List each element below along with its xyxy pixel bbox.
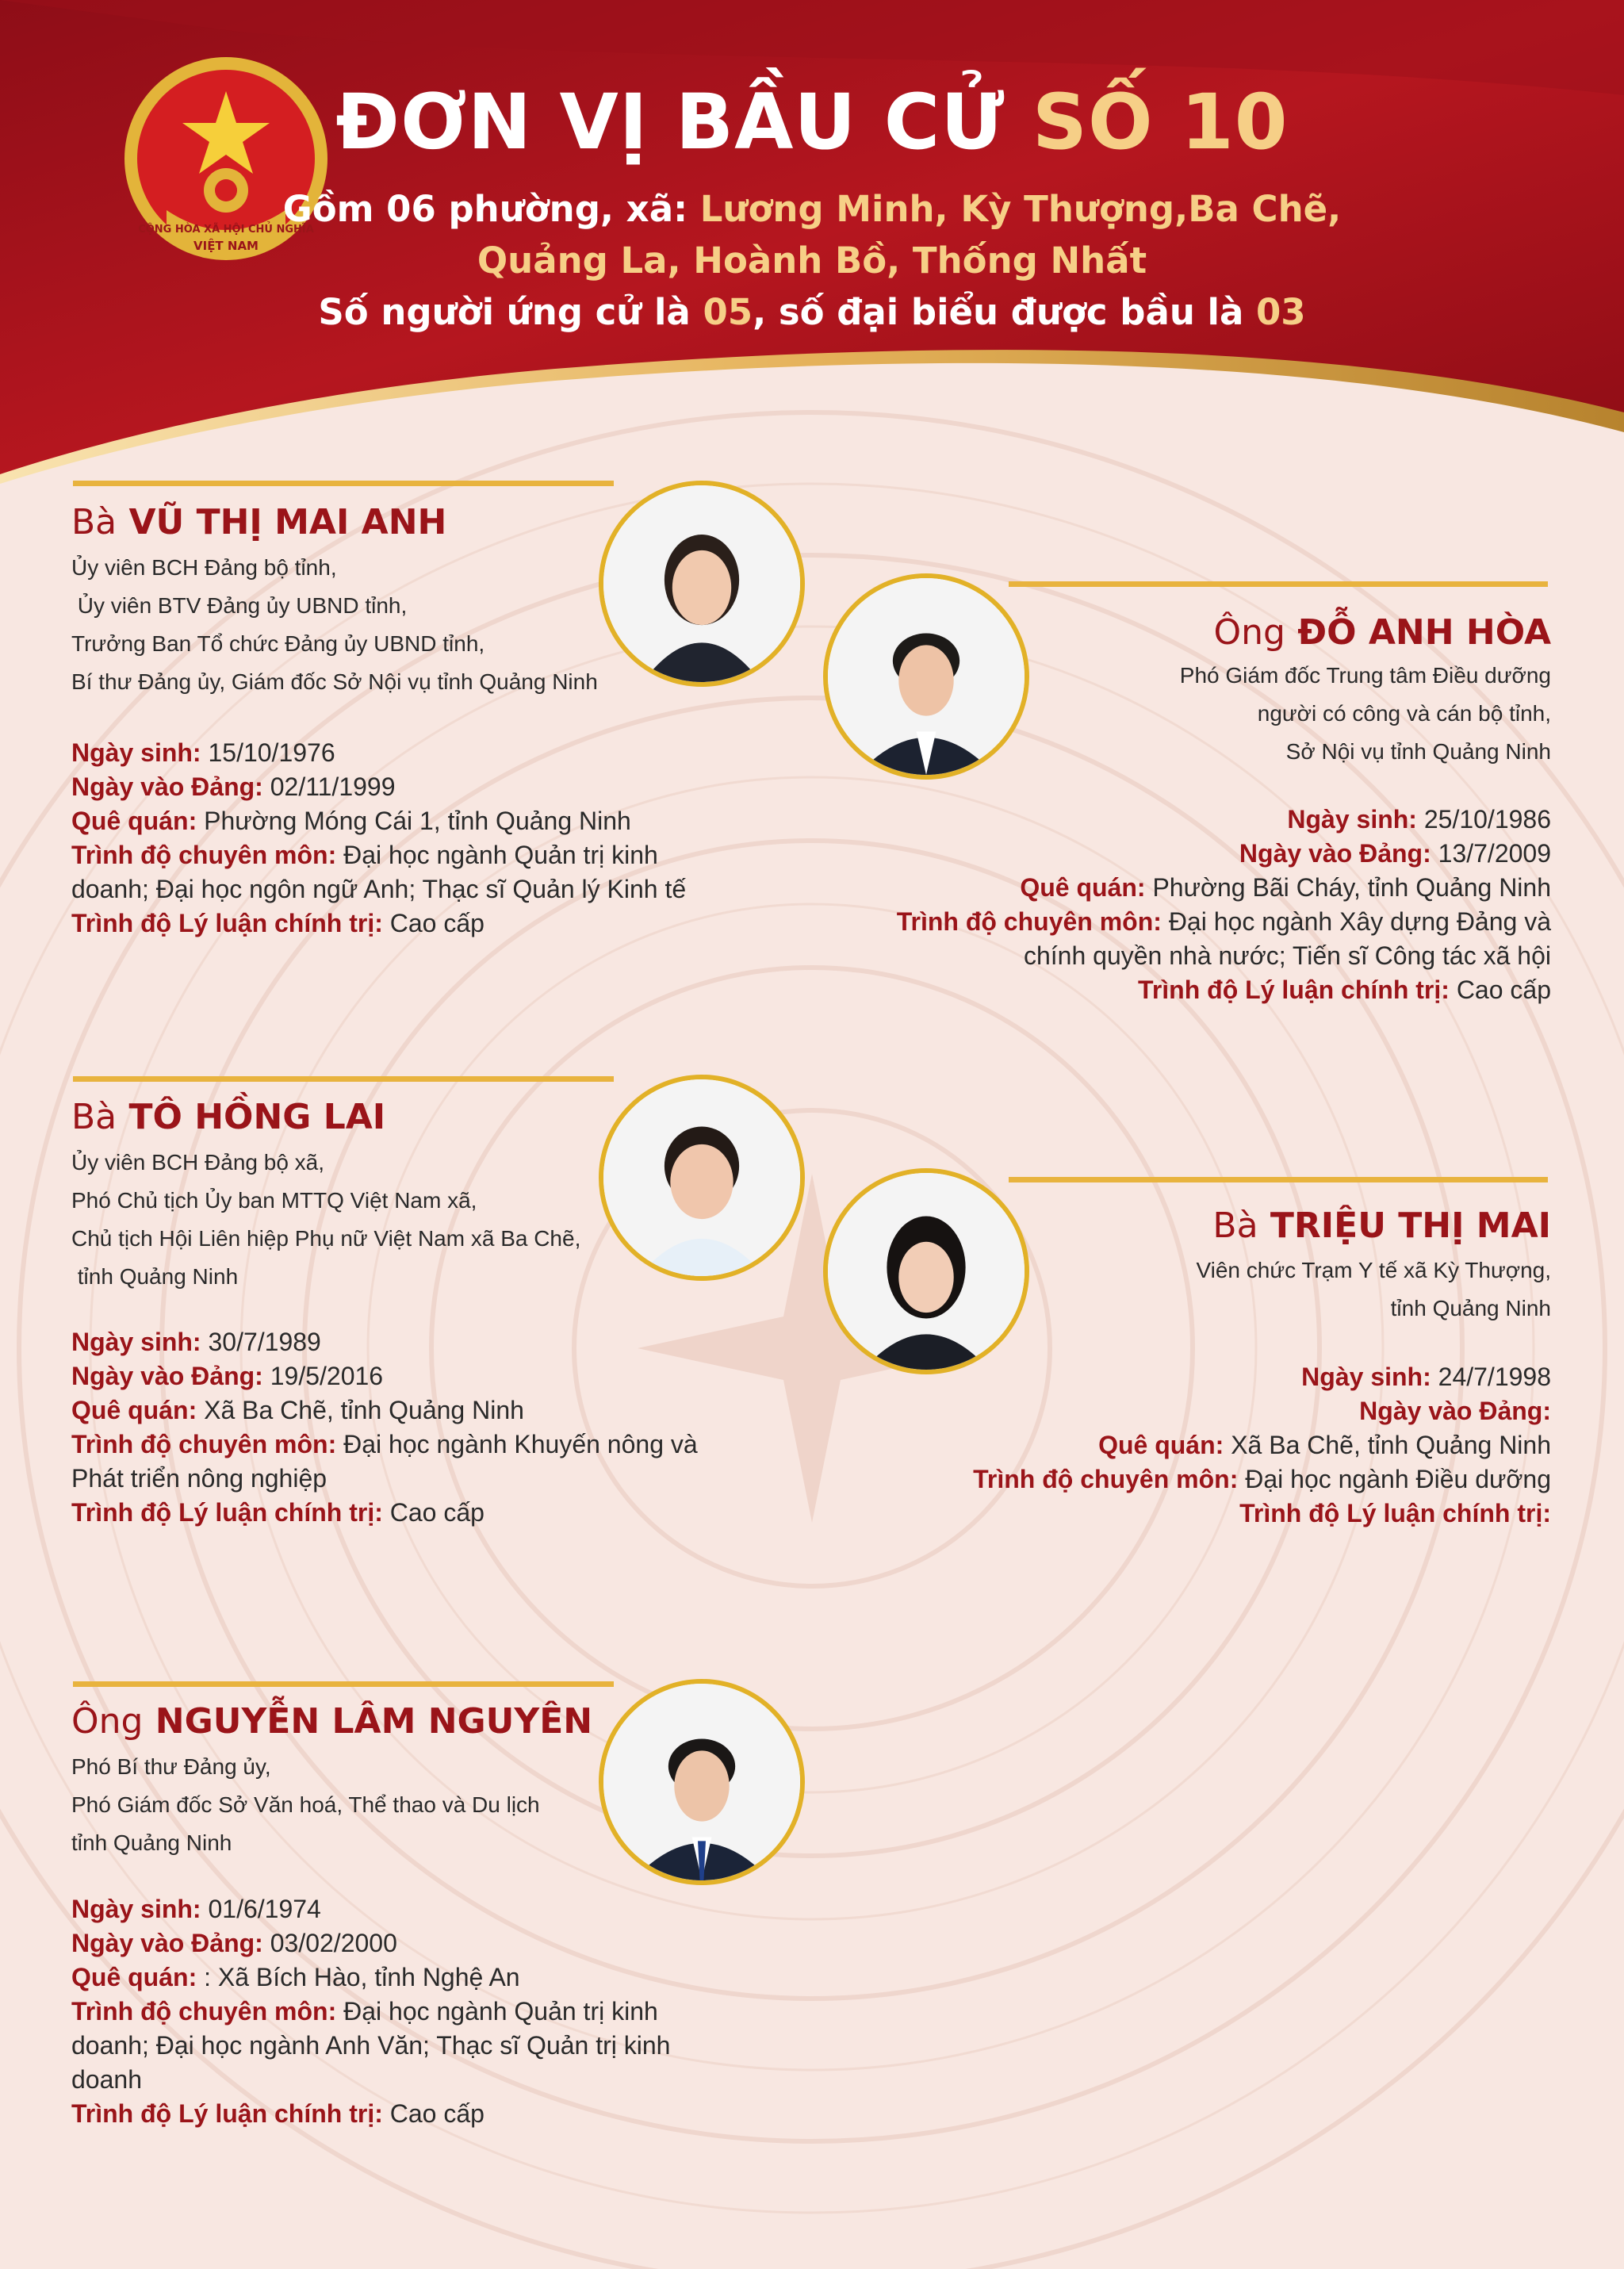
- candidate-photo: [823, 573, 1029, 780]
- avatar-female-icon: [603, 485, 800, 682]
- role-line: Ủy viên BCH Đảng bộ tỉnh,: [71, 555, 337, 580]
- candidate-roles: [1196, 1251, 1551, 1328]
- party-value: 19/5/2016: [270, 1362, 384, 1390]
- hometown-value: Phường Bãi Cháy, tỉnh Quảng Ninh: [1152, 873, 1551, 902]
- hometown-value: : Xã Bích Hào, tỉnh Nghệ An: [204, 1963, 520, 1991]
- header-line-wards-2: [0, 240, 1624, 282]
- candidate-divider: [73, 1076, 614, 1082]
- party-label: Ngày vào Đảng:: [71, 1362, 263, 1390]
- hometown-value: Xã Ba Chẽ, tỉnh Quảng Ninh: [204, 1396, 524, 1424]
- expertise-value: Đại học ngành Điều dưỡng: [1245, 1465, 1551, 1493]
- dob-value: 30/7/1989: [208, 1328, 321, 1356]
- expertise-value: Đại học ngành Xây dựng Đảng và chính quyền nhà nước; Tiến sĩ Công tác xã hội: [1023, 907, 1551, 970]
- politics-label: Trình độ Lý luận chính trị:: [71, 1498, 383, 1527]
- role-line: tỉnh Quảng Ninh: [1390, 1296, 1551, 1320]
- candidate-divider: [73, 481, 614, 486]
- politics-value: Cao cấp: [389, 1498, 485, 1527]
- candidate-facts: [877, 1360, 1551, 1531]
- wards-prefix: Gồm 06 phường, xã:: [282, 188, 688, 230]
- hometown-label: Quê quán:: [1020, 873, 1146, 902]
- role-line: Chủ tịch Hội Liên hiệp Phụ nữ Việt Nam xã Ba Chẽ,: [71, 1226, 581, 1251]
- role-line: Bí thư Đảng ủy, Giám đốc Sở Nội vụ tỉnh Quảng Ninh: [71, 669, 598, 694]
- expertise-value: Đại học ngành Quản trị kinh doanh; Đại học ngôn ngữ Anh; Thạc sĩ Quản lý Kinh tế: [71, 841, 687, 903]
- politics-value: Cao cấp: [389, 2099, 485, 2128]
- avatar-female-icon: [828, 1173, 1025, 1370]
- candidate-name: Bà TÔ HỒNG LAI: [71, 1097, 386, 1137]
- candidate-divider: [73, 1681, 614, 1687]
- expertise-label: Trình độ chuyên môn:: [973, 1465, 1239, 1493]
- role-line: người có công và cán bộ tỉnh,: [1257, 701, 1551, 726]
- expertise-label: Trình độ chuyên môn:: [71, 841, 337, 869]
- candidate-roles: [71, 549, 598, 701]
- dob-label: Ngày sinh:: [71, 1895, 201, 1923]
- candidate-photo: [599, 1679, 805, 1885]
- hometown-label: Quê quán:: [71, 1396, 197, 1424]
- role-line: Phó Giám đốc Trung tâm Điều dưỡng: [1179, 663, 1551, 688]
- dob-label: Ngày sinh:: [1301, 1363, 1431, 1391]
- politics-label: Trình độ Lý luận chính trị:: [71, 2099, 383, 2128]
- avatar-male-icon: [603, 1684, 800, 1880]
- svg-text:CỘNG HÒA XÃ HỘI CHỦ NGHĨA: CỘNG HÒA XÃ HỘI CHỦ NGHĨA: [138, 224, 314, 236]
- role-line: Phó Chủ tịch Ủy ban MTTQ Việt Nam xã,: [71, 1188, 477, 1213]
- avatar-male-icon: [828, 578, 1025, 775]
- expertise-value: Đại học ngành Quản trị kinh doanh; Đại học ngành Anh Văn; Thạc sĩ Quản trị kinh doanh: [71, 1997, 671, 2094]
- delegate-count-label: , số đại biểu được bầu là: [753, 291, 1244, 333]
- hometown-value: Xã Ba Chẽ, tỉnh Quảng Ninh: [1231, 1431, 1551, 1459]
- dob-label: Ngày sinh:: [1287, 805, 1417, 834]
- expertise-value: Đại học ngành Khuyến nông và Phát triển nông nghiệp: [71, 1430, 698, 1493]
- dob-value: 01/6/1974: [208, 1895, 321, 1923]
- dob-value: 15/10/1976: [208, 738, 335, 767]
- svg-text:VIỆT NAM: VIỆT NAM: [193, 239, 259, 253]
- party-label: Ngày vào Đảng:: [1239, 839, 1431, 868]
- title-main: ĐƠN VỊ BẦU CỬ: [335, 78, 1005, 167]
- candidate-roles: [71, 1144, 580, 1296]
- politics-label: Trình độ Lý luận chính trị:: [1239, 1499, 1551, 1527]
- party-label: Ngày vào Đảng:: [71, 1929, 263, 1957]
- hometown-label: Quê quán:: [1098, 1431, 1224, 1459]
- party-value: 02/11/1999: [270, 772, 396, 801]
- role-line: tỉnh Quảng Ninh: [71, 1830, 232, 1855]
- candidate-facts: [71, 1325, 737, 1530]
- expertise-label: Trình độ chuyên môn:: [71, 1997, 337, 2026]
- role-line: Phó Giám đốc Sở Văn hoá, Thể thao và Du lịch: [71, 1792, 540, 1817]
- party-value: 03/02/2000: [270, 1929, 397, 1957]
- candidate-count-label: Số người ứng cử là: [318, 291, 691, 333]
- role-line: Ủy viên BCH Đảng bộ xã,: [71, 1150, 325, 1175]
- party-value: 13/7/2009: [1438, 839, 1551, 868]
- party-label: Ngày vào Đảng:: [1359, 1397, 1551, 1425]
- role-line: Sở Nội vụ tỉnh Quảng Ninh: [1285, 739, 1551, 764]
- dob-value: 25/10/1986: [1423, 805, 1551, 834]
- wards-list-1: Lương Minh, Kỳ Thượng,Ba Chẽ,: [699, 188, 1342, 230]
- candidate-roles: [1180, 657, 1551, 771]
- politics-value: Cao cấp: [1456, 975, 1551, 1004]
- hometown-label: Quê quán:: [71, 1963, 197, 1991]
- politics-value: Cao cấp: [389, 909, 485, 937]
- page-title: [0, 78, 1624, 167]
- expertise-label: Trình độ chuyên môn:: [71, 1430, 337, 1458]
- avatar-female-icon: [603, 1079, 800, 1276]
- politics-label: Trình độ Lý luận chính trị:: [71, 909, 383, 937]
- hometown-value: Phường Móng Cái 1, tỉnh Quảng Ninh: [204, 807, 631, 835]
- politics-label: Trình độ Lý luận chính trị:: [1138, 975, 1450, 1004]
- candidate-photo: [599, 1075, 805, 1281]
- candidate-name: Bà VŨ THỊ MAI ANH: [71, 502, 447, 542]
- candidate-facts: [71, 736, 737, 941]
- title-number: SỐ 10: [1032, 78, 1289, 167]
- candidate-roles: [71, 1748, 540, 1862]
- candidate-photo: [823, 1168, 1029, 1374]
- candidate-count: 05: [703, 291, 753, 333]
- dob-value: 24/7/1998: [1438, 1363, 1551, 1391]
- candidate-divider: [1009, 1177, 1548, 1182]
- hometown-label: Quê quán:: [71, 807, 197, 835]
- role-line: tỉnh Quảng Ninh: [71, 1264, 239, 1289]
- candidate-facts: [71, 1892, 737, 2131]
- candidate-divider: [1009, 581, 1548, 587]
- delegate-count: 03: [1255, 291, 1306, 333]
- role-line: Trưởng Ban Tổ chức Đảng ủy UBND tỉnh,: [71, 631, 485, 656]
- party-label: Ngày vào Đảng:: [71, 772, 263, 801]
- candidate-photo: [599, 481, 805, 687]
- candidate-name: Bà TRIỆU THỊ MAI: [1212, 1205, 1551, 1246]
- role-line: Viên chức Trạm Y tế xã Kỳ Thượng,: [1196, 1258, 1551, 1282]
- role-line: Phó Bí thư Đảng ủy,: [71, 1754, 271, 1779]
- header-line-counts: [0, 291, 1624, 333]
- role-line: Ủy viên BTV Đảng ủy UBND tỉnh,: [71, 593, 408, 618]
- dob-label: Ngày sinh:: [71, 1328, 201, 1356]
- candidate-name: Ông NGUYỄN LÂM NGUYÊN: [71, 1701, 593, 1742]
- wards-list-2: Quảng La, Hoành Bồ, Thống Nhất: [477, 240, 1147, 282]
- dob-label: Ngày sinh:: [71, 738, 201, 767]
- candidate-facts: [877, 803, 1551, 1007]
- expertise-label: Trình độ chuyên môn:: [896, 907, 1162, 936]
- header-line-wards: [0, 188, 1624, 230]
- candidate-name: Ông ĐỖ ANH HÒA: [1213, 612, 1551, 653]
